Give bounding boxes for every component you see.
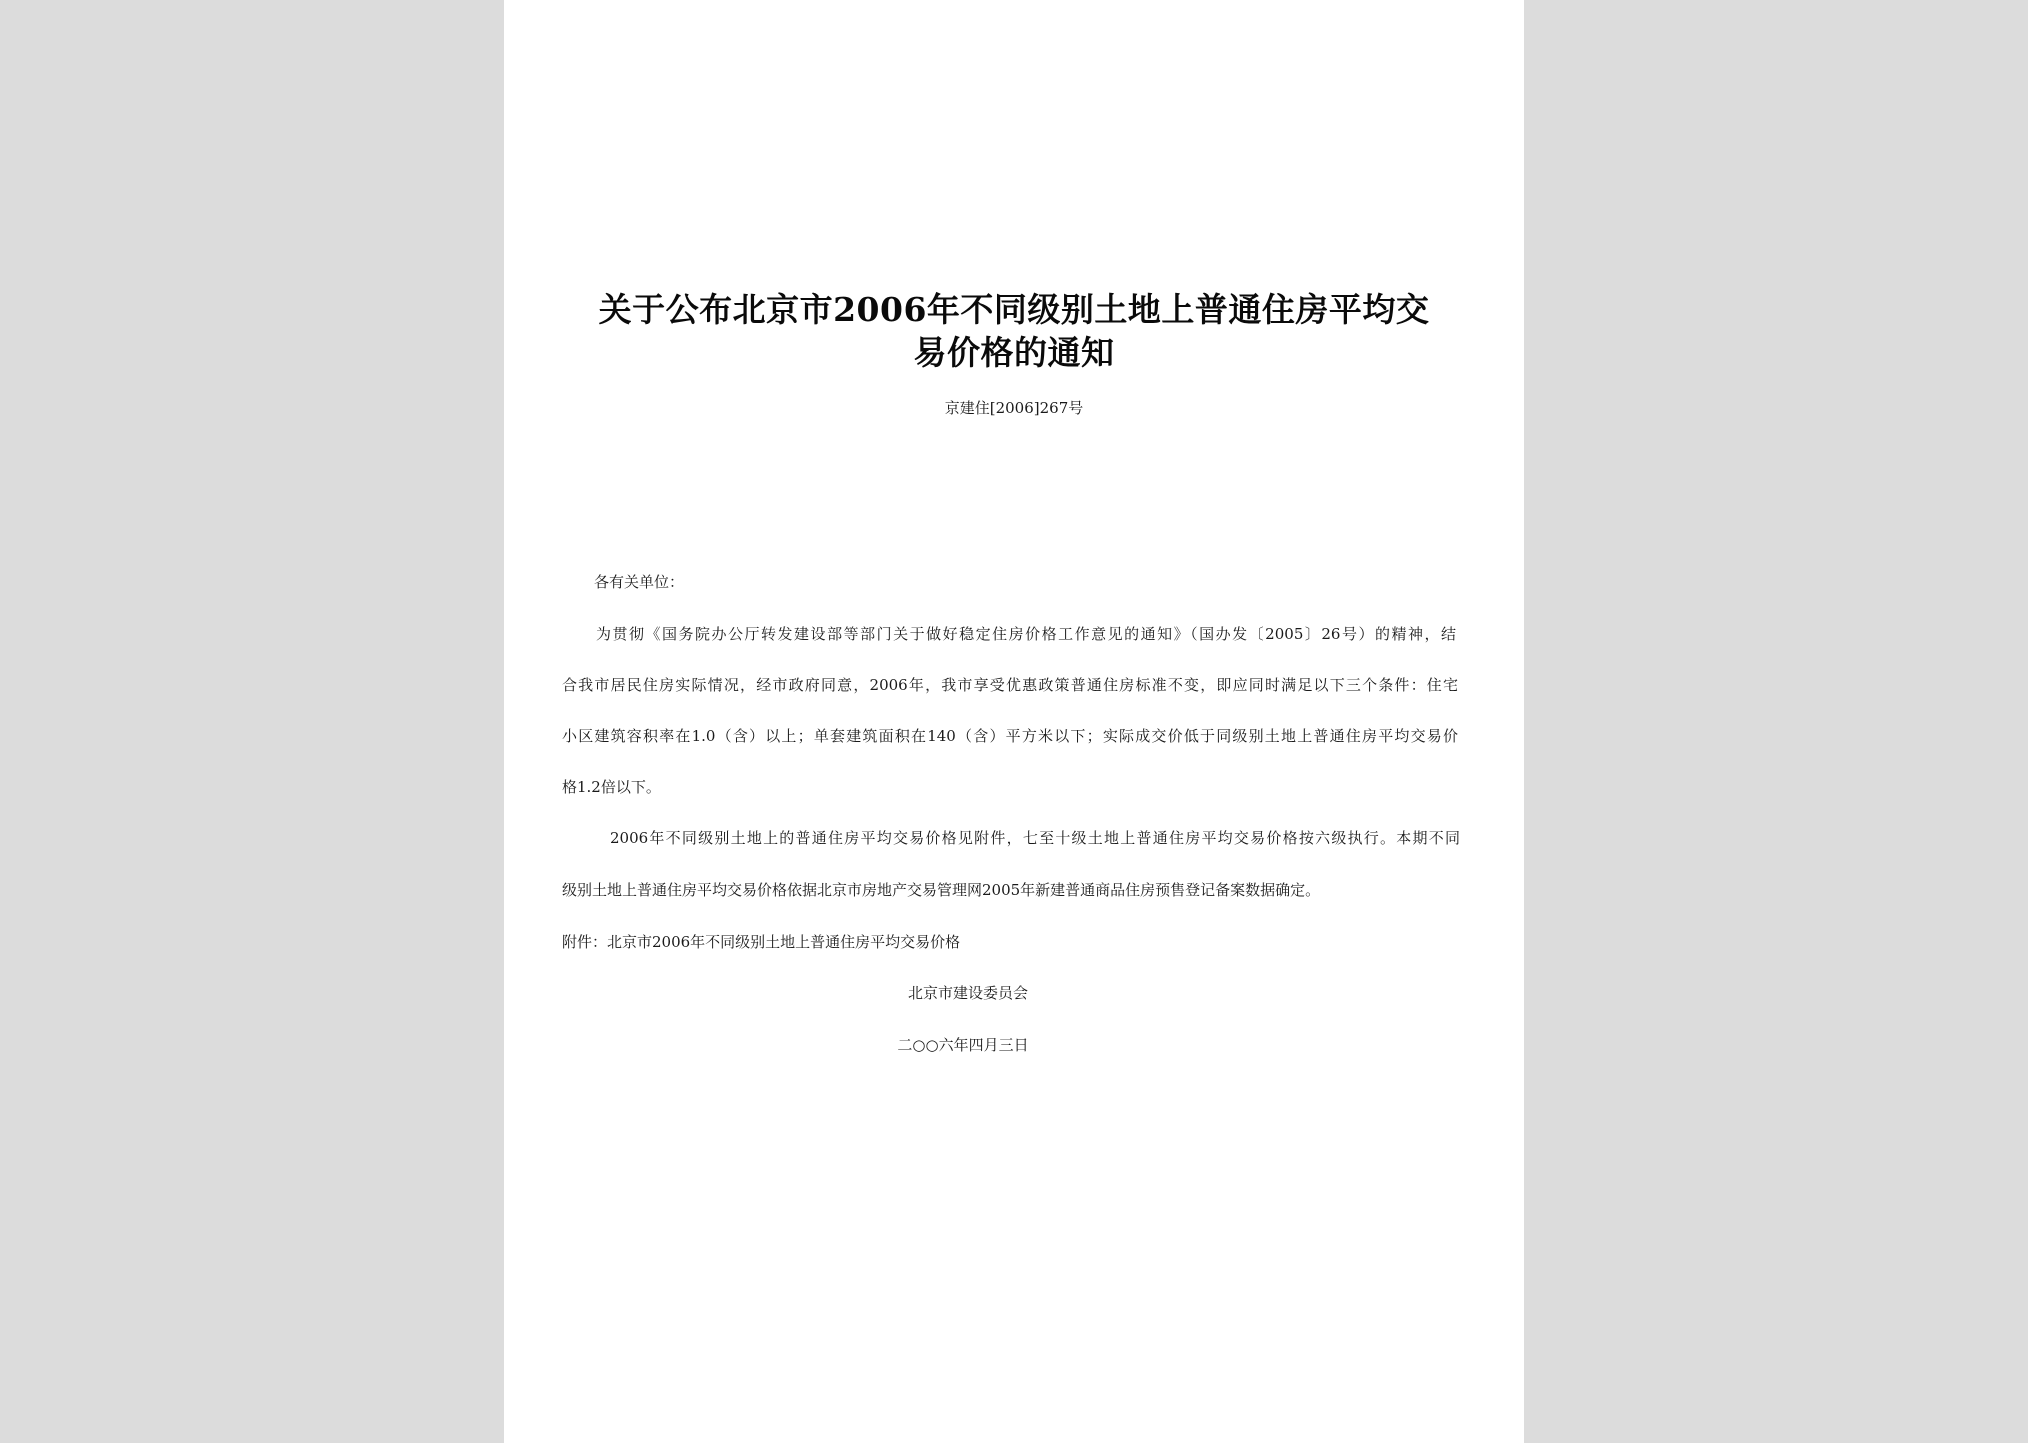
title-line-2: 易价格的通知 xyxy=(913,333,1115,372)
paragraph-1-line-1: 为贯彻《国务院办公厅转发建设部等部门关于做好稳定住房价格工作意见的通知》（国办发〔2005〕26号）的精神，结 xyxy=(596,625,1456,643)
document-number: 京建住[2006]267号 xyxy=(944,399,1084,417)
paragraph-1-line-4: 格1.2倍以下。 xyxy=(562,778,661,796)
issue-date: 二○○六年四月三日 xyxy=(897,1036,1029,1054)
issuer: 北京市建设委员会 xyxy=(907,984,1028,1002)
paragraph-1-line-2: 合我市居民住房实际情况，经市政府同意，2006年，我市享受优惠政策普通住房标准不变，即应同时满足以下三个条件：住宅 xyxy=(562,676,1458,694)
title-line-1: 关于公布北京市2006年不同级别土地上普通住房平均交 xyxy=(598,290,1430,329)
paragraph-2-line-1: 2006年不同级别土地上的普通住房平均交易价格见附件，七至十级土地上普通住房平均交易价格按六级执行。本期不同 xyxy=(610,829,1460,847)
document-title xyxy=(544,288,1484,374)
salutation: 各有关单位： xyxy=(594,573,685,591)
document-page xyxy=(504,0,1524,1443)
attachment-line: 附件：北京市2006年不同级别土地上普通住房平均交易价格 xyxy=(562,933,961,951)
paragraph-1-line-3: 小区建筑容积率在1.0（含）以上；单套建筑面积在140（含）平方米以下；实际成交价低于同级别土地上普通住房平均交易价 xyxy=(562,727,1458,745)
paragraph-2-line-2: 级别土地上普通住房平均交易价格依据北京市房地产交易管理网2005年新建普通商品住房预售登记备案数据确定。 xyxy=(562,881,1321,899)
